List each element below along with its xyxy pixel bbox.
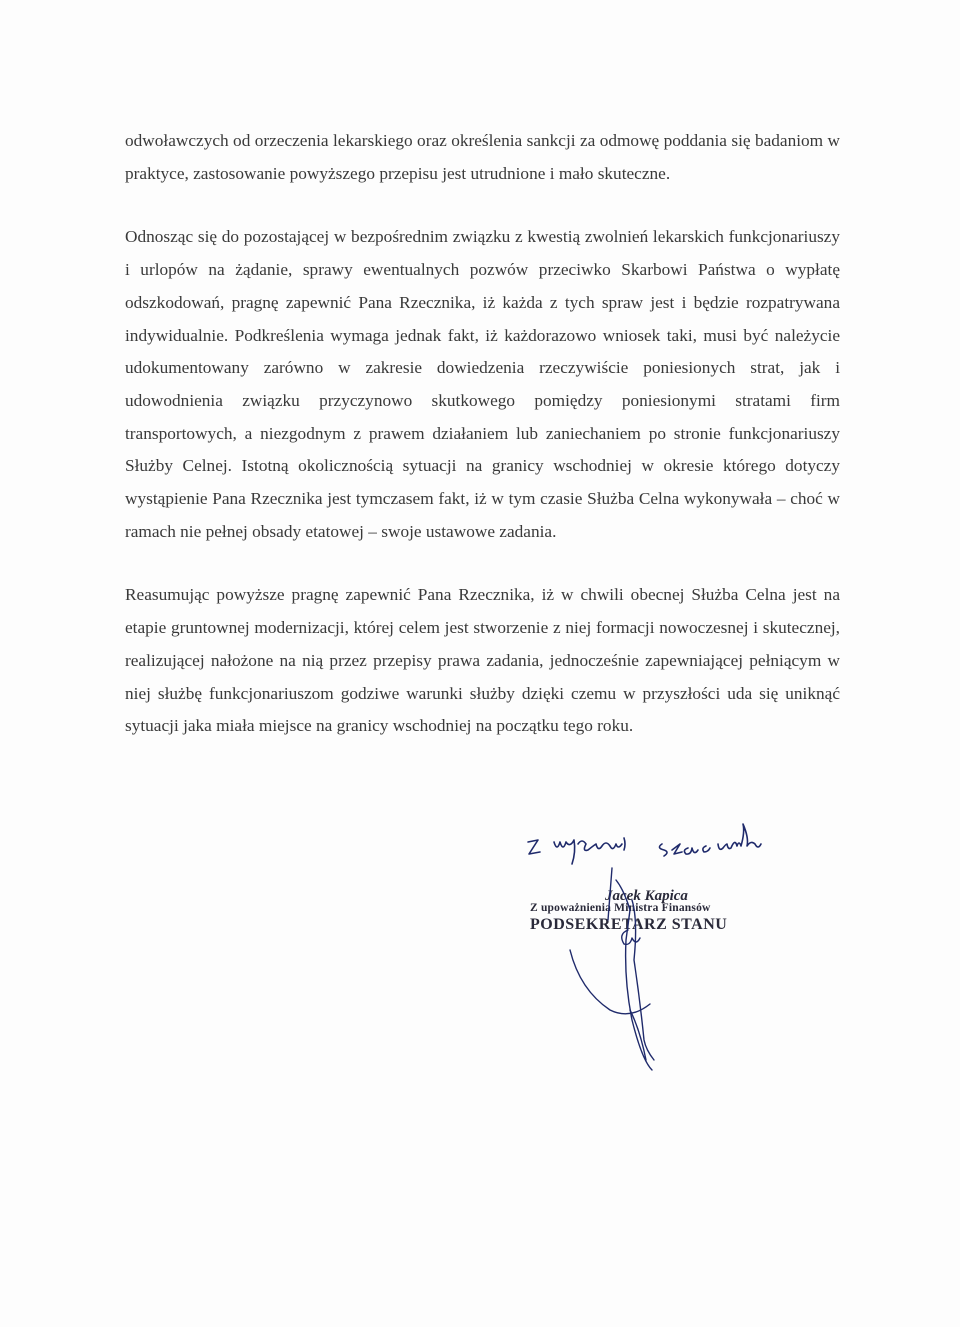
stamp-authorization-line: Z upoważnienia Ministra Finansów bbox=[530, 902, 711, 914]
paragraph-1: odwoławczych od orzeczenia lekarskiego oraz określenia sankcji za odmowę poddania się badaniom w praktyce, zastosowanie powyższego przepisu jest utrudnione i mało skuteczne. bbox=[125, 131, 840, 183]
stamp-signatory-name: Jacek Kapica bbox=[605, 888, 688, 904]
handwritten-closing bbox=[520, 820, 790, 890]
letter-body bbox=[125, 125, 840, 743]
signature-block bbox=[520, 820, 790, 1080]
official-stamp bbox=[530, 902, 790, 934]
paragraph-2: Odnosząc się do pozostającej w bezpośrednim związku z kwestią zwolnień lekarskich funkcjonariuszy i urlopów na żądanie, sprawy ewentualnych pozwów przeciwko Skarbowi Państwa o wypłatę odszkodowań, pragnę zapewnić Pana Rzecznika, iż każda z tych spraw jest i będzie rozpatrywana indywidualnie. Podkreślenia wymaga jednak fakt, iż każdorazowo wniosek taki, musi być należycie udokumentowany zarówno w zakresie dowiedzenia rzeczywiście poniesionych strat, jak i udowodnienia związku przyczynowo skutkowego pomiędzy poniesionymi stratami firm transportowych, a niezgodnym z prawem działaniem lub zaniechaniem po stronie funkcjonariuszy Służby Celnej. Istotną okolicznością sytuacji na granicy wschodniej w okresie którego dotyczy wystąpienie Pana Rzecznika jest tymczasem fakt, iż w tym czasie Służba Celna wykonywała – choć w ramach nie pełnej obsady etatowej – swoje ustawowe zadania. bbox=[125, 227, 840, 541]
stamp-title-line: PODSEKRETARZ STANU bbox=[530, 916, 728, 933]
paragraph-3: Reasumując powyższe pragnę zapewnić Pana Rzecznika, iż w chwili obecnej Służba Celna jest na etapie gruntownej modernizacji, której celem jest stworzenie z niej formacji nowoczesnej i skutecznej, realizującej nałożone na nią przez przepisy prawa zadania, jednocześnie zapewniającej pełniącym w niej służbę funkcjonariuszom godziwe warunki służby dzięki czemu w przyszłości uda się uniknąć sytuacji jaka miała miejsce na granicy wschodniej na początku tego roku. bbox=[125, 585, 840, 736]
